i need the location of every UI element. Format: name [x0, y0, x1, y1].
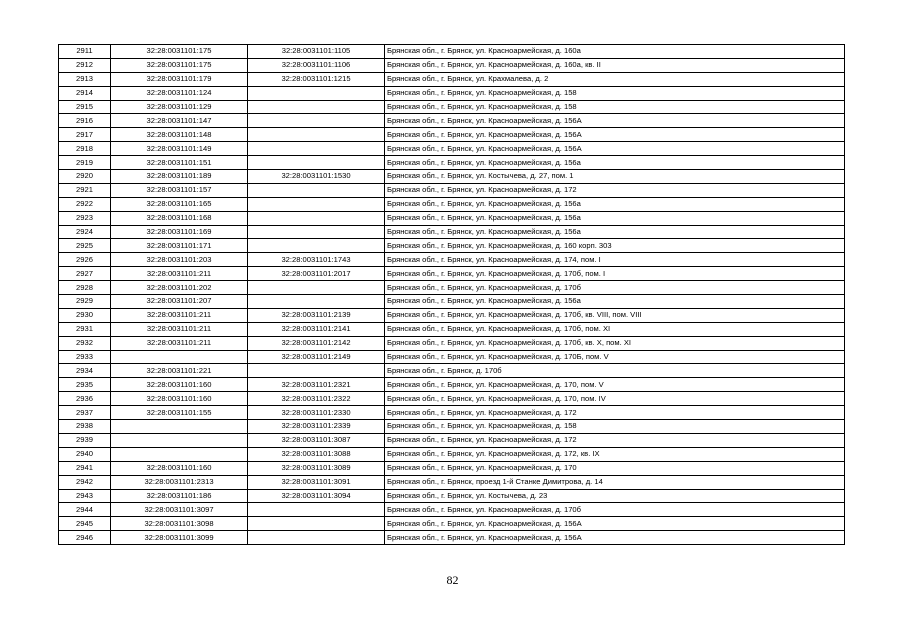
cell-number: 2921 [59, 183, 111, 197]
cell-cadastral-number: 32:28:0031101:160 [111, 461, 248, 475]
cell-object-cadastral-number [248, 503, 385, 517]
table-row [59, 406, 845, 420]
table-body [59, 45, 845, 545]
cell-number: 2913 [59, 72, 111, 86]
table-row [59, 531, 845, 545]
cell-cadastral-number: 32:28:0031101:165 [111, 197, 248, 211]
cell-object-cadastral-number: 32:28:0031101:3091 [248, 475, 385, 489]
cell-address: Брянская обл., г. Брянск, ул. Красноармейская, д. 170б [385, 281, 845, 295]
cell-object-cadastral-number [248, 114, 385, 128]
table-row [59, 295, 845, 309]
table-row [59, 475, 845, 489]
cell-object-cadastral-number [248, 295, 385, 309]
cell-number: 2938 [59, 420, 111, 434]
table-row [59, 267, 845, 281]
cell-number: 2940 [59, 447, 111, 461]
cell-cadastral-number: 32:28:0031101:171 [111, 239, 248, 253]
cell-cadastral-number: 32:28:0031101:168 [111, 211, 248, 225]
cell-object-cadastral-number: 32:28:0031101:3089 [248, 461, 385, 475]
table-row [59, 114, 845, 128]
cell-address: Брянская обл., г. Брянск, ул. Красноармейская, д. 156А [385, 531, 845, 545]
cell-cadastral-number: 32:28:0031101:189 [111, 170, 248, 184]
cell-address: Брянская обл., г. Брянск, ул. Красноармейская, д. 156а [385, 197, 845, 211]
cell-cadastral-number [111, 420, 248, 434]
cell-number: 2935 [59, 378, 111, 392]
table-row [59, 58, 845, 72]
cell-object-cadastral-number [248, 225, 385, 239]
cell-number: 2923 [59, 211, 111, 225]
table-row [59, 489, 845, 503]
table-row [59, 308, 845, 322]
cell-number: 2917 [59, 128, 111, 142]
cell-object-cadastral-number: 32:28:0031101:3088 [248, 447, 385, 461]
cell-address: Брянская обл., г. Брянск, ул. Красноармейская, д. 156а [385, 211, 845, 225]
cell-number: 2929 [59, 295, 111, 309]
cell-address: Брянская обл., г. Брянск, ул. Красноармейская, д. 160а, кв. II [385, 58, 845, 72]
page-number: 82 [446, 573, 459, 587]
cell-number: 2932 [59, 336, 111, 350]
cell-address: Брянская обл., г. Брянск, ул. Красноармейская, д. 156А [385, 128, 845, 142]
cell-cadastral-number: 32:28:0031101:148 [111, 128, 248, 142]
cell-number: 2930 [59, 308, 111, 322]
cell-address: Брянская обл., г. Брянск, ул. Красноармейская, д. 156А [385, 517, 845, 531]
table-row [59, 170, 845, 184]
cell-number: 2937 [59, 406, 111, 420]
table-row [59, 447, 845, 461]
cell-address: Брянская обл., г. Брянск, ул. Красноармейская, д. 170б, кв. X, пом. XI [385, 336, 845, 350]
cell-cadastral-number: 32:28:0031101:3097 [111, 503, 248, 517]
cell-address: Брянская обл., г. Брянск, ул. Красноармейская, д. 158 [385, 100, 845, 114]
table-row [59, 100, 845, 114]
cell-cadastral-number: 32:28:0031101:186 [111, 489, 248, 503]
cell-address: Брянская обл., г. Брянск, ул. Красноармейская, д. 170 [385, 461, 845, 475]
cell-object-cadastral-number: 32:28:0031101:1215 [248, 72, 385, 86]
cell-number: 2936 [59, 392, 111, 406]
cell-object-cadastral-number [248, 239, 385, 253]
cell-number: 2918 [59, 142, 111, 156]
table-row [59, 433, 845, 447]
cell-cadastral-number: 32:28:0031101:211 [111, 336, 248, 350]
cell-address: Брянская обл., г. Брянск, ул. Красноармейская, д. 170, пом. IV [385, 392, 845, 406]
cell-cadastral-number [111, 433, 248, 447]
cell-cadastral-number: 32:28:0031101:2313 [111, 475, 248, 489]
table-row [59, 350, 845, 364]
cell-number: 2926 [59, 253, 111, 267]
cell-object-cadastral-number: 32:28:0031101:1530 [248, 170, 385, 184]
cell-address: Брянская обл., г. Брянск, ул. Красноармейская, д. 160 корп. 303 [385, 239, 845, 253]
cell-cadastral-number: 32:28:0031101:160 [111, 392, 248, 406]
cell-object-cadastral-number [248, 128, 385, 142]
cell-number: 2928 [59, 281, 111, 295]
registry-table [58, 44, 845, 545]
cell-object-cadastral-number: 32:28:0031101:1743 [248, 253, 385, 267]
cell-object-cadastral-number [248, 86, 385, 100]
cell-cadastral-number: 32:28:0031101:211 [111, 322, 248, 336]
cell-cadastral-number: 32:28:0031101:129 [111, 100, 248, 114]
cell-object-cadastral-number: 32:28:0031101:2141 [248, 322, 385, 336]
cell-number: 2927 [59, 267, 111, 281]
cell-address: Брянская обл., г. Брянск, ул. Красноармейская, д. 172, кв. IX [385, 447, 845, 461]
cell-number: 2916 [59, 114, 111, 128]
cell-cadastral-number [111, 350, 248, 364]
cell-cadastral-number: 32:28:0031101:202 [111, 281, 248, 295]
table-row [59, 281, 845, 295]
table-row [59, 225, 845, 239]
cell-cadastral-number: 32:28:0031101:207 [111, 295, 248, 309]
cell-address: Брянская обл., г. Брянск, ул. Красноармейская, д. 170б, кв. VIII, пом. VIII [385, 308, 845, 322]
cell-object-cadastral-number: 32:28:0031101:2142 [248, 336, 385, 350]
cell-cadastral-number: 32:28:0031101:211 [111, 308, 248, 322]
cell-object-cadastral-number [248, 211, 385, 225]
cell-address: Брянская обл., г. Брянск, ул. Красноармейская, д. 158 [385, 86, 845, 100]
table-row [59, 183, 845, 197]
table-row [59, 461, 845, 475]
table-row [59, 517, 845, 531]
cell-number: 2919 [59, 156, 111, 170]
cell-cadastral-number: 32:28:0031101:211 [111, 267, 248, 281]
table-row [59, 253, 845, 267]
cell-address: Брянская обл., г. Брянск, ул. Красноармейская, д. 156а [385, 225, 845, 239]
cell-number: 2941 [59, 461, 111, 475]
table-row [59, 503, 845, 517]
cell-address: Брянская обл., г. Брянск, ул. Красноармейская, д. 156А [385, 114, 845, 128]
cell-object-cadastral-number [248, 183, 385, 197]
cell-address: Брянская обл., г. Брянск, ул. Красноармейская, д. 172 [385, 433, 845, 447]
cell-address: Брянская обл., г. Брянск, ул. Красноармейская, д. 160а [385, 45, 845, 59]
cell-address: Брянская обл., г. Брянск, ул. Красноармейская, д. 156а [385, 156, 845, 170]
table-row [59, 420, 845, 434]
cell-number: 2924 [59, 225, 111, 239]
cell-cadastral-number [111, 447, 248, 461]
cell-address: Брянская обл., г. Брянск, ул. Красноармейская, д. 158 [385, 420, 845, 434]
table-row [59, 197, 845, 211]
cell-number: 2911 [59, 45, 111, 59]
table-row [59, 128, 845, 142]
cell-address: Брянская обл., г. Брянск, ул. Красноармейская, д. 174, пом. I [385, 253, 845, 267]
cell-number: 2922 [59, 197, 111, 211]
cell-cadastral-number: 32:28:0031101:149 [111, 142, 248, 156]
cell-number: 2931 [59, 322, 111, 336]
cell-address: Брянская обл., г. Брянск, ул. Красноармейская, д. 170, пом. V [385, 378, 845, 392]
cell-number: 2944 [59, 503, 111, 517]
cell-number: 2942 [59, 475, 111, 489]
cell-address: Брянская обл., г. Брянск, ул. Красноармейская, д. 172 [385, 406, 845, 420]
cell-number: 2925 [59, 239, 111, 253]
cell-object-cadastral-number: 32:28:0031101:2017 [248, 267, 385, 281]
cell-object-cadastral-number: 32:28:0031101:2330 [248, 406, 385, 420]
cell-cadastral-number: 32:28:0031101:221 [111, 364, 248, 378]
cell-object-cadastral-number: 32:28:0031101:1106 [248, 58, 385, 72]
cell-address: Брянская обл., г. Брянск, проезд 1-й Станке Димитрова, д. 14 [385, 475, 845, 489]
cell-address: Брянская обл., г. Брянск, ул. Красноармейская, д. 172 [385, 183, 845, 197]
cell-number: 2939 [59, 433, 111, 447]
cell-object-cadastral-number: 32:28:0031101:2339 [248, 420, 385, 434]
cell-address: Брянская обл., г. Брянск, ул. Красноармейская, д. 170Б, пом. V [385, 350, 845, 364]
cell-cadastral-number: 32:28:0031101:175 [111, 58, 248, 72]
table-row [59, 364, 845, 378]
cell-number: 2933 [59, 350, 111, 364]
table-row [59, 239, 845, 253]
table-row [59, 142, 845, 156]
cell-address: Брянская обл., г. Брянск, д. 170б [385, 364, 845, 378]
cell-cadastral-number: 32:28:0031101:3098 [111, 517, 248, 531]
cell-object-cadastral-number [248, 281, 385, 295]
cell-address: Брянская обл., г. Брянск, ул. Красноармейская, д. 170б, пом. I [385, 267, 845, 281]
cell-number: 2946 [59, 531, 111, 545]
cell-cadastral-number: 32:28:0031101:124 [111, 86, 248, 100]
table-row [59, 322, 845, 336]
cell-object-cadastral-number [248, 364, 385, 378]
cell-object-cadastral-number: 32:28:0031101:2139 [248, 308, 385, 322]
cell-cadastral-number: 32:28:0031101:203 [111, 253, 248, 267]
cell-cadastral-number: 32:28:0031101:175 [111, 45, 248, 59]
cell-object-cadastral-number: 32:28:0031101:3094 [248, 489, 385, 503]
cell-cadastral-number: 32:28:0031101:151 [111, 156, 248, 170]
table-row [59, 156, 845, 170]
cell-number: 2934 [59, 364, 111, 378]
cell-number: 2912 [59, 58, 111, 72]
cell-object-cadastral-number: 32:28:0031101:2322 [248, 392, 385, 406]
cell-object-cadastral-number [248, 100, 385, 114]
cell-address: Брянская обл., г. Брянск, ул. Красноармейская, д. 170б [385, 503, 845, 517]
cell-object-cadastral-number: 32:28:0031101:2321 [248, 378, 385, 392]
table-row [59, 86, 845, 100]
cell-cadastral-number: 32:28:0031101:179 [111, 72, 248, 86]
cell-object-cadastral-number: 32:28:0031101:2149 [248, 350, 385, 364]
cell-cadastral-number: 32:28:0031101:157 [111, 183, 248, 197]
cell-number: 2920 [59, 170, 111, 184]
table-row [59, 211, 845, 225]
cell-cadastral-number: 32:28:0031101:155 [111, 406, 248, 420]
table-row [59, 45, 845, 59]
table-row [59, 378, 845, 392]
cell-number: 2943 [59, 489, 111, 503]
cell-object-cadastral-number [248, 517, 385, 531]
cell-number: 2914 [59, 86, 111, 100]
cell-address: Брянская обл., г. Брянск, ул. Красноармейская, д. 156а [385, 295, 845, 309]
table-row [59, 392, 845, 406]
cell-address: Брянская обл., г. Брянск, ул. Костычева, д. 23 [385, 489, 845, 503]
cell-cadastral-number: 32:28:0031101:169 [111, 225, 248, 239]
cell-object-cadastral-number: 32:28:0031101:3087 [248, 433, 385, 447]
cell-object-cadastral-number [248, 156, 385, 170]
cell-number: 2915 [59, 100, 111, 114]
cell-cadastral-number: 32:28:0031101:160 [111, 378, 248, 392]
cell-object-cadastral-number [248, 142, 385, 156]
table-row [59, 72, 845, 86]
cell-cadastral-number: 32:28:0031101:3099 [111, 531, 248, 545]
cell-object-cadastral-number: 32:28:0031101:1105 [248, 45, 385, 59]
cell-cadastral-number: 32:28:0031101:147 [111, 114, 248, 128]
cell-address: Брянская обл., г. Брянск, ул. Крахмалева, д. 2 [385, 72, 845, 86]
cell-address: Брянская обл., г. Брянск, ул. Красноармейская, д. 170б, пом. XI [385, 322, 845, 336]
cell-object-cadastral-number [248, 531, 385, 545]
cell-address: Брянская обл., г. Брянск, ул. Костычева, д. 27, пом. 1 [385, 170, 845, 184]
cell-number: 2945 [59, 517, 111, 531]
cell-address: Брянская обл., г. Брянск, ул. Красноармейская, д. 156А [385, 142, 845, 156]
cell-object-cadastral-number [248, 197, 385, 211]
table-row [59, 336, 845, 350]
